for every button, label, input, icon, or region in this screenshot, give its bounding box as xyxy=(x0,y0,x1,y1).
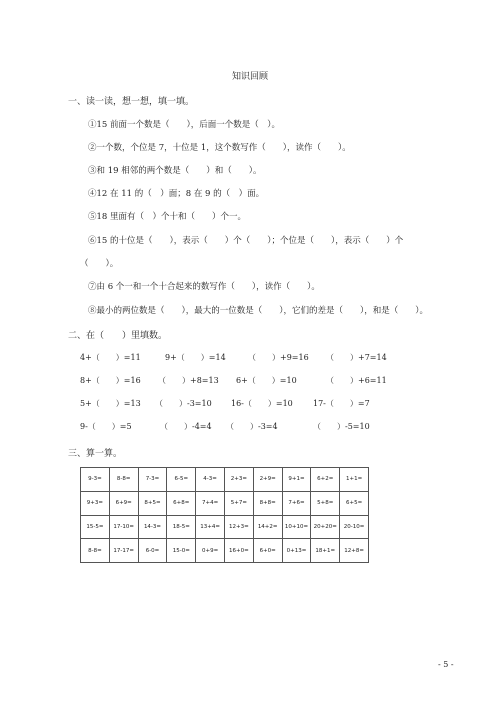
calc-cell: 8-8= xyxy=(109,468,138,492)
calc-cell: 15-0= xyxy=(167,539,196,563)
section1-item-4: ④12 在 11 的（ ）面；8 在 9 的（ ）面。 xyxy=(88,189,265,199)
calc-cell: 17-17= xyxy=(109,539,138,563)
section1-heading: 一、读一读，想一想，填一填。 xyxy=(68,97,195,107)
fill-1-1: 4+（ ）=11 xyxy=(80,353,141,362)
table-row xyxy=(81,539,369,563)
fill-3-3: 16-（ ）=10 xyxy=(231,399,293,408)
calc-cell: 9-3= xyxy=(81,468,110,492)
table-row xyxy=(81,468,369,492)
section1-item-2: ②一个数，个位是 7，十位是 1，这个数写作（ ），读作（ ）。 xyxy=(88,143,351,153)
section1-item-6-cont: （ ）。 xyxy=(80,259,119,269)
calc-cell: 6+2= xyxy=(311,468,340,492)
fill-2-1: 8+（ ）=16 xyxy=(80,376,141,385)
calc-cell: 5+8= xyxy=(311,491,340,515)
fill-2-4: （ ）+6=11 xyxy=(326,376,387,385)
calc-cell: 6+5= xyxy=(340,491,369,515)
calc-cell: 4-3= xyxy=(196,468,225,492)
calc-cell: 20-10= xyxy=(340,515,369,539)
calc-cell: 7+6= xyxy=(282,491,311,515)
calc-cell: 0+9= xyxy=(196,539,225,563)
calc-cell: 20+20= xyxy=(311,515,340,539)
calc-cell: 9+1= xyxy=(282,468,311,492)
calc-cell: 8+8= xyxy=(253,491,282,515)
calc-cell: 12+8= xyxy=(340,539,369,563)
calc-cell: 2+3= xyxy=(224,468,253,492)
calc-cell: 15-5= xyxy=(81,515,110,539)
calc-cell: 7+4= xyxy=(196,491,225,515)
page-title: 知识回顾 xyxy=(231,72,268,82)
fill-2-3: 6+（ ）=10 xyxy=(236,376,297,385)
calc-cell: 0+13= xyxy=(282,539,311,563)
calc-cell: 2+9= xyxy=(253,468,282,492)
calc-cell: 6-5= xyxy=(167,468,196,492)
section1-item-6: ⑥15 的十位是（ ），表示（ ）个（ ）；个位是（ ），表示（ ）个 xyxy=(88,236,404,246)
calc-cell: 10+10= xyxy=(282,515,311,539)
fill-1-4: （ ）+7=14 xyxy=(326,353,387,362)
table-row xyxy=(81,515,369,539)
calc-cell: 17-10= xyxy=(109,515,138,539)
calc-cell: 8-8= xyxy=(81,539,110,563)
calc-cell: 12+3= xyxy=(224,515,253,539)
calc-cell: 18-5= xyxy=(167,515,196,539)
calc-cell: 9+3= xyxy=(81,491,110,515)
calc-cell: 7-3= xyxy=(138,468,167,492)
section1-item-8: ⑧最小的两位数是（ ），最大的一位数是（ ），它们的差是（ ），和是（ ）。 xyxy=(88,306,429,316)
fill-3-1: 5+（ ）=13 xyxy=(80,399,141,408)
calc-cell: 6+8= xyxy=(167,491,196,515)
calc-cell: 16+0= xyxy=(224,539,253,563)
fill-4-3: （ ）-3=4 xyxy=(226,422,278,431)
calc-cell: 8+5= xyxy=(138,491,167,515)
section1-item-3: ③和 19 相邻的两个数是（ ）和（ ）。 xyxy=(88,166,262,176)
section2-heading: 二、在（ ）里填数。 xyxy=(68,331,168,341)
section1-item-7: ⑦由 6 个一和一个十合起来的数写作（ ），读作（ ）。 xyxy=(88,282,320,292)
section1-item-1: ①15 前面一个数是（ ），后面一个数是（ ）。 xyxy=(88,120,281,130)
fill-4-2: （ ）-4=4 xyxy=(160,422,212,431)
calc-cell: 1+1= xyxy=(340,468,369,492)
calc-cell: 14-3= xyxy=(138,515,167,539)
calc-cell: 18+1= xyxy=(311,539,340,563)
calc-cell: 5+7= xyxy=(224,491,253,515)
fill-3-4: 17-（ ）=7 xyxy=(313,399,370,408)
page-number: - 5 - xyxy=(438,660,454,669)
calc-cell: 6+0= xyxy=(253,539,282,563)
section3-heading: 三、算一算。 xyxy=(68,449,123,459)
calc-cell: 14+2= xyxy=(253,515,282,539)
fill-3-2: （ ）-3=10 xyxy=(155,399,212,408)
table-row xyxy=(81,491,369,515)
fill-4-1: 9-（ ）=5 xyxy=(80,422,132,431)
fill-4-4: （ ）-5=10 xyxy=(313,422,370,431)
fill-1-3: （ ）+9=16 xyxy=(248,353,309,362)
section1-item-5: ⑤18 里面有（ ）个十和（ ）个一。 xyxy=(88,212,247,222)
calc-cell: 13+4= xyxy=(196,515,225,539)
calc-table xyxy=(80,467,369,563)
calc-cell: 6-0= xyxy=(138,539,167,563)
calc-cell: 6+9= xyxy=(109,491,138,515)
fill-2-2: （ ）+8=13 xyxy=(158,376,219,385)
fill-1-2: 9+（ ）=14 xyxy=(165,353,226,362)
